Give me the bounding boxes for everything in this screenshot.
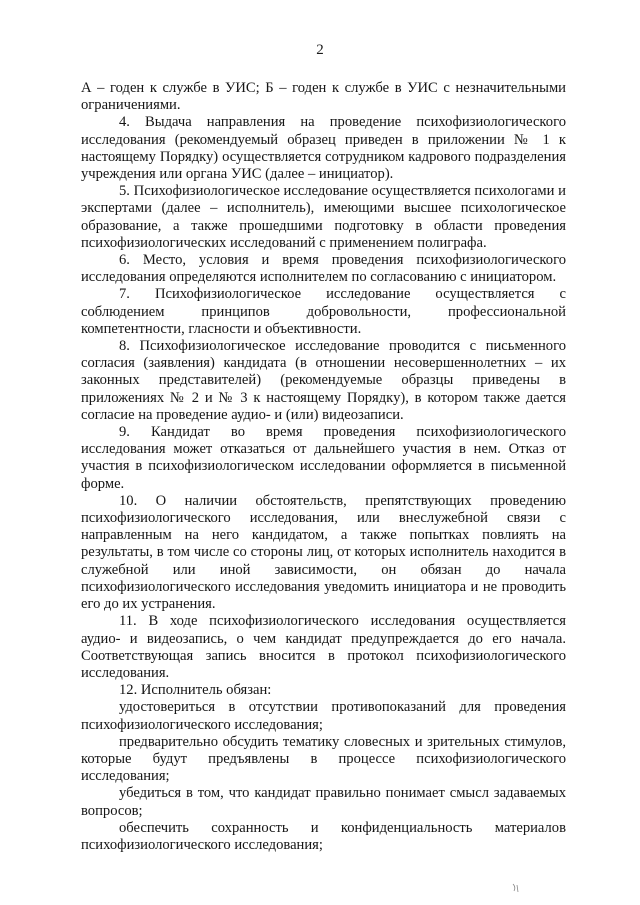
list-item-duty-2: предварительно обсудить тематику словесных и зрительных стимулов, которые будут предъявлены в процессе психофизиологического исследования; <box>81 733 566 785</box>
paragraph-categories-ab: А – годен к службе в УИС; Б – годен к службе в УИС с незначительными ограничениями. <box>81 80 566 114</box>
paragraph-8: 8. Психофизиологическое исследование проводится с письменного согласия (заявления) кандидата (в отношении несовершеннолетних – их законных представителей) (рекомендуемые образцы приведены в приложениях № 2 и № 3 к настоящему Порядку), в котором также дается согласие на проведение аудио- и (или) видеозаписи. <box>81 338 566 423</box>
scan-mark-icon <box>510 883 522 893</box>
list-item-duty-3: убедиться в том, что кандидат правильно понимает смысл задаваемых вопросов; <box>81 785 566 819</box>
paragraph-12: 12. Исполнитель обязан: <box>119 682 272 699</box>
paragraph-11: 11. В ходе психофизиологического исследования осуществляется аудио- и видеозапись, о чем кандидат предупреждается до его начала. Соответствующая запись вносится в протокол психофизиологического исследования. <box>81 613 566 681</box>
paragraph-9: 9. Кандидат во время проведения психофизиологического исследования может отказаться от дальнейшего участия в нем. Отказ от участия в психофизиологическом исследовании оформляется в письменной форме. <box>81 424 566 492</box>
paragraph-10: 10. О наличии обстоятельств, препятствующих проведению психофизиологического исследования, или внеслужебной связи с направленным на него кандидатом, а также попытках повлиять на результаты, в том числе со стороны лиц, от которых исполнитель находится в служебной или иной зависимости, он обязан до начала психофизиологического исследования уведомить инициатора и не проводить его до их устранения. <box>81 492 566 613</box>
page-number: 2 <box>316 42 324 58</box>
list-item-duty-4: обеспечить сохранность и конфиденциальность материалов психофизиологического исследования; <box>81 819 566 853</box>
document-body <box>81 80 566 854</box>
paragraph-6: 6. Место, условия и время проведения психофизиологического исследования определяются исполнителем по согласованию с инициатором. <box>81 252 566 286</box>
paragraph-4: 4. Выдача направления на проведение психофизиологического исследования (рекомендуемый образец приведен в приложении № 1 к настоящему Порядку) осуществляется сотрудником кадрового подразделения учреждения или органа УИС (далее – инициатор). <box>81 114 566 183</box>
list-item-duty-1: удостовериться в отсутствии противопоказаний для проведения психофизиологического исследования; <box>81 699 566 733</box>
paragraph-7: 7. Психофизиологическое исследование осуществляется с соблюдением принципов добровольности, профессиональной компетентности, гласности и объективности. <box>81 286 566 337</box>
paragraph-5: 5. Психофизиологическое исследование осуществляется психологами и экспертами (далее – исполнитель), имеющими высшее психологическое образование, а также прошедшими подготовку в области проведения психофизиологических исследований с применением полиграфа. <box>81 183 566 251</box>
